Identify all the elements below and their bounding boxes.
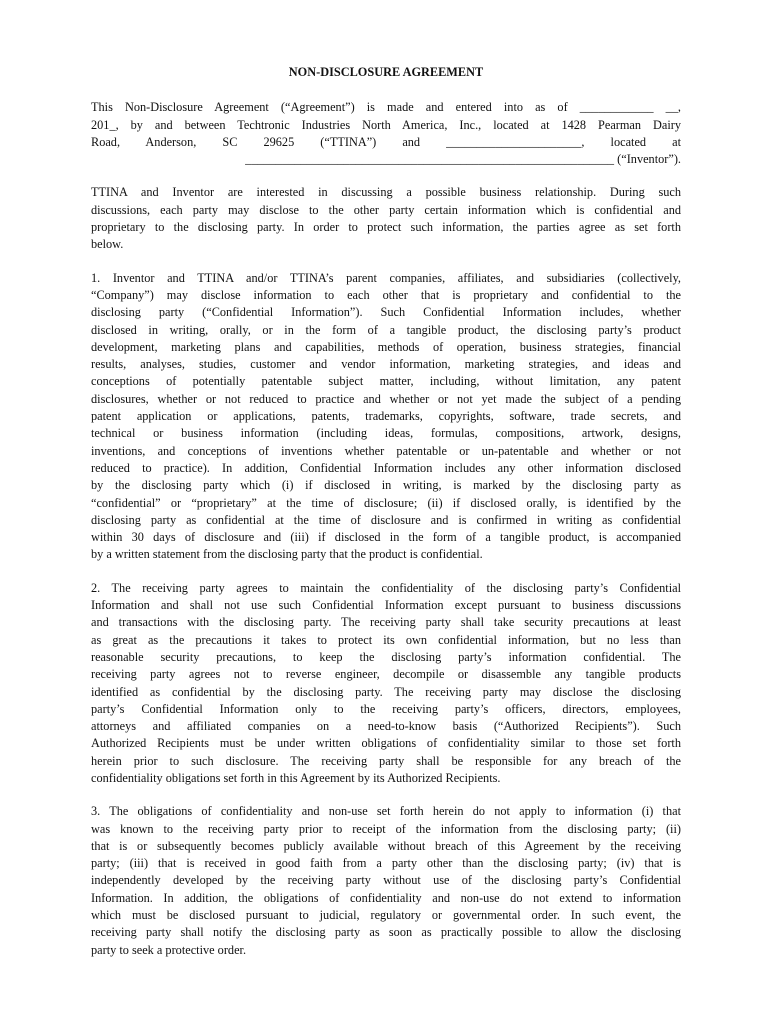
text-line: party to seek a protective order. bbox=[91, 942, 247, 957]
text-line: results, analyses, studies, customer and vendor information, marketing strategies, and ideas and bbox=[91, 357, 681, 372]
text-line: receiving party shall notify the disclosing party as soon as practically possible to allow the disclosing bbox=[91, 925, 681, 940]
text-line: technical or business information (including ideas, formulas, compositions, artwork, designs, bbox=[91, 426, 681, 441]
text-line: Authorized Recipients must be under written obligations of confidentiality similar to those set forth bbox=[91, 736, 681, 751]
text-line: receiving party agrees not to reverse engineer, decompile or disassemble any tangible products bbox=[91, 667, 681, 682]
intro-line: 201_, by and between Techtronic Industries North America, Inc., located at 1428 Pearman Dairy bbox=[91, 117, 681, 132]
text-line: by a written statement from the disclosing party that the product is confidential. bbox=[91, 547, 483, 562]
text-line: reduced to practice). In addition, Confidential Information includes any other information disclosed bbox=[91, 460, 681, 475]
text-line: “confidential” or “proprietary” at the time of disclosure; (ii) if disclosed orally, is identified by the bbox=[91, 495, 681, 510]
text-line: below. bbox=[91, 237, 124, 252]
text-line: independently developed by the receiving party without use of the disclosing party’s Confidential bbox=[91, 873, 681, 888]
text-line: inventions, and conceptions of inventions whether patentable or un-patentable and whether or not bbox=[91, 443, 681, 458]
purpose-paragraph bbox=[91, 184, 681, 253]
intro-paragraph bbox=[91, 99, 681, 168]
text-line: 1. Inventor and TTINA and/or TTINA’s parent companies, affiliates, and subsidiaries (collectively, bbox=[91, 270, 681, 285]
text-line: disclosures, whether or not reduced to practice and whether or not yet made the subject of a pending bbox=[91, 391, 681, 406]
text-line: that is or subsequently becomes publicly available without breach of this Agreement by the receiving bbox=[91, 838, 681, 853]
text-line: which must be disclosed pursuant to judicial, regulatory or governmental order. In such event, the bbox=[91, 908, 681, 923]
text-line: party; (iii) that is received in good faith from a party other than the disclosing party; (iv) that is bbox=[91, 856, 681, 871]
text-line: Information and shall not use such Confidential Information except pursuant to business discussions bbox=[91, 598, 681, 613]
section-2-paragraph bbox=[91, 580, 681, 788]
intro-line: This Non-Disclosure Agreement (“Agreement”) is made and entered into as of ____________ __, bbox=[91, 100, 681, 115]
body-paragraphs bbox=[91, 184, 681, 958]
intro-line: ____________________________________________________________ (“Inventor”). bbox=[245, 152, 681, 167]
section-3-paragraph bbox=[91, 803, 681, 959]
text-line: by the disclosing party which (i) if disclosed in writing, is marked by the disclosing party as bbox=[91, 478, 681, 493]
text-line: disclosing party (“Confidential Information”). Such Confidential Information includes, whether bbox=[91, 305, 681, 320]
section-1-paragraph bbox=[91, 270, 681, 564]
text-line: attorneys and affiliated companies on a need-to-know basis (“Authorized Recipients”). Such bbox=[91, 719, 681, 734]
text-line: reasonable security precautions, to keep the disclosing party’s information confidential. The bbox=[91, 649, 681, 664]
text-line: party’s Confidential Information only to the receiving party’s officers, directors, employees, bbox=[91, 701, 681, 716]
text-line: 3. The obligations of confidentiality and non-use set forth herein do not apply to information (i) that bbox=[91, 804, 681, 819]
text-line: “Company”) may disclose information to each other that is proprietary and confidential to the bbox=[91, 287, 681, 302]
text-line: was known to the receiving party prior to receipt of the information from the disclosing party; (ii) bbox=[91, 821, 681, 836]
document-title: NON-DISCLOSURE AGREEMENT bbox=[288, 65, 484, 79]
text-line: as great as the precautions it takes to protect its own confidential information, but no less than bbox=[91, 632, 681, 647]
text-line: 2. The receiving party agrees to maintain the confidentiality of the disclosing party’s Confidential bbox=[91, 580, 681, 595]
text-line: conceptions of potentially patentable subject matter, including, without limitation, any patent bbox=[91, 374, 681, 389]
text-line: discussions, each party may disclose to the other party certain information which is confidential and bbox=[91, 202, 681, 217]
intro-line: Road, Anderson, SC 29625 (“TTINA”) and ______________________, located at bbox=[91, 134, 681, 149]
text-line: identified as confidential by the disclosing party. The receiving party may disclose the disclosing bbox=[91, 684, 681, 699]
text-line: Information. In addition, the obligations of confidentiality and non-use do not extend to information bbox=[91, 890, 681, 905]
text-line: disclosing party as confidential at the time of disclosure and is confirmed in writing as confidential bbox=[91, 512, 681, 527]
text-line: patent application or applications, patents, trademarks, copyrights, software, trade secrets, and bbox=[91, 409, 681, 424]
text-line: within 30 days of disclosure and (iii) if disclosed in the form of a tangible product, is accompanied bbox=[91, 530, 681, 545]
text-line: proprietary to the disclosing party. In order to protect such information, the parties agree as set forth bbox=[91, 220, 681, 235]
text-line: herein prior to such disclosure. The receiving party shall be responsible for any breach of the bbox=[91, 753, 681, 768]
text-line: confidentiality obligations set forth in this Agreement by its Authorized Recipients. bbox=[91, 770, 501, 785]
text-line: TTINA and Inventor are interested in discussing a possible business relationship. During such bbox=[91, 185, 681, 200]
text-line: and transactions with the disclosing party. The receiving party shall take security precautions at least bbox=[91, 615, 681, 630]
text-line: disclosed in writing, orally, or in the form of a tangible product, the disclosing party’s product bbox=[91, 322, 681, 337]
document-page bbox=[91, 64, 681, 975]
text-line: development, marketing plans and capabilities, methods of operation, business strategies, financial bbox=[91, 339, 681, 354]
